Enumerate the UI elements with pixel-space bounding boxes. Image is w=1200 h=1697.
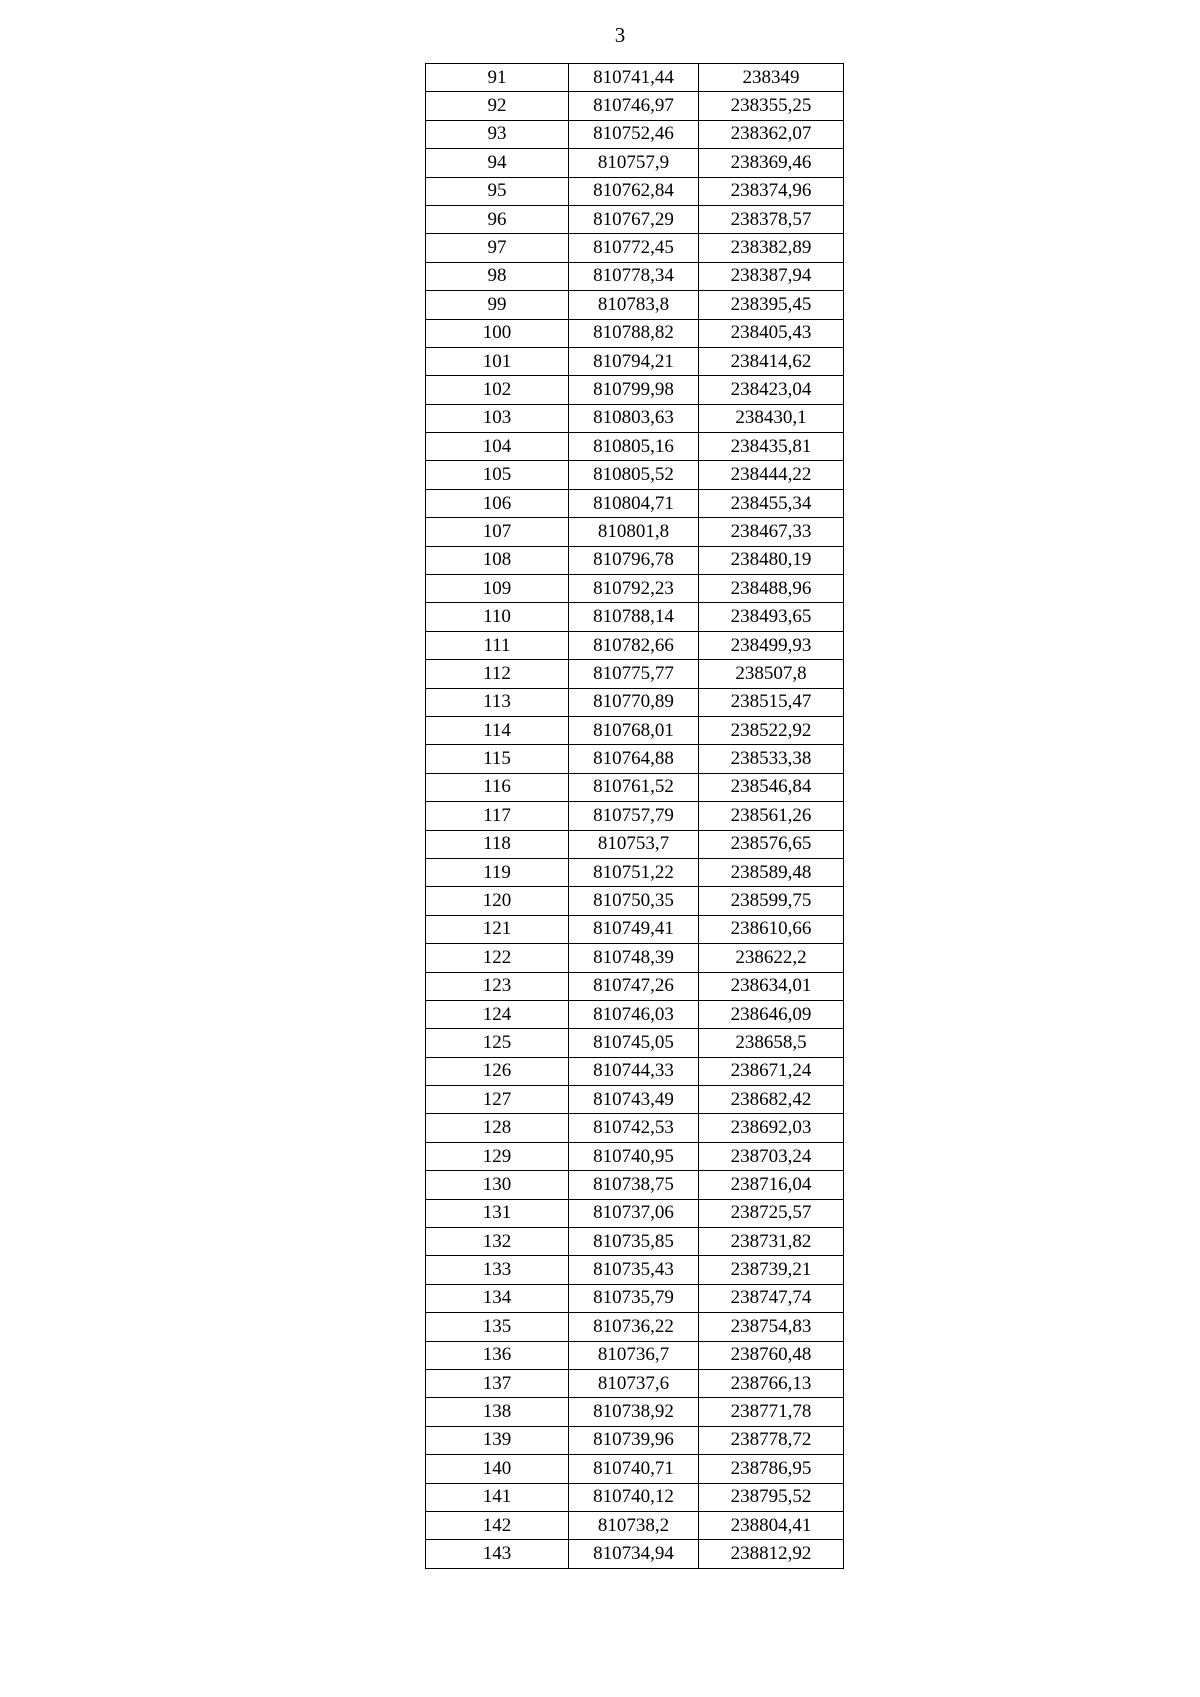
point-number-cell: 108 <box>426 546 569 574</box>
x-coordinate-cell: 810805,16 <box>569 433 699 461</box>
x-coordinate-cell: 810737,06 <box>569 1199 699 1227</box>
x-coordinate-cell: 810736,7 <box>569 1341 699 1369</box>
y-coordinate-cell: 238533,38 <box>699 745 844 773</box>
table-row <box>426 1142 844 1170</box>
point-number-cell: 114 <box>426 716 569 744</box>
y-coordinate-cell: 238622,2 <box>699 944 844 972</box>
x-coordinate-cell: 810746,97 <box>569 92 699 120</box>
table-row <box>426 688 844 716</box>
point-number-cell: 117 <box>426 802 569 830</box>
table-row <box>426 404 844 432</box>
y-coordinate-cell: 238646,09 <box>699 1000 844 1028</box>
x-coordinate-cell: 810772,45 <box>569 234 699 262</box>
x-coordinate-cell: 810757,9 <box>569 149 699 177</box>
y-coordinate-cell: 238405,43 <box>699 319 844 347</box>
table-row <box>426 1369 844 1397</box>
x-coordinate-cell: 810757,79 <box>569 802 699 830</box>
y-coordinate-cell: 238522,92 <box>699 716 844 744</box>
point-number-cell: 129 <box>426 1142 569 1170</box>
table-row <box>426 603 844 631</box>
table-row <box>426 830 844 858</box>
x-coordinate-cell: 810749,41 <box>569 915 699 943</box>
coordinates-table <box>425 63 844 1569</box>
y-coordinate-cell: 238414,62 <box>699 347 844 375</box>
table-row <box>426 461 844 489</box>
x-coordinate-cell: 810762,84 <box>569 177 699 205</box>
point-number-cell: 113 <box>426 688 569 716</box>
y-coordinate-cell: 238658,5 <box>699 1029 844 1057</box>
point-number-cell: 94 <box>426 149 569 177</box>
point-number-cell: 125 <box>426 1029 569 1057</box>
y-coordinate-cell: 238515,47 <box>699 688 844 716</box>
table-row <box>426 262 844 290</box>
y-coordinate-cell: 238754,83 <box>699 1313 844 1341</box>
y-coordinate-cell: 238355,25 <box>699 92 844 120</box>
point-number-cell: 135 <box>426 1313 569 1341</box>
y-coordinate-cell: 238546,84 <box>699 773 844 801</box>
x-coordinate-cell: 810775,77 <box>569 660 699 688</box>
point-number-cell: 100 <box>426 319 569 347</box>
table-row <box>426 631 844 659</box>
table-row <box>426 1057 844 1085</box>
point-number-cell: 112 <box>426 660 569 688</box>
x-coordinate-cell: 810801,8 <box>569 518 699 546</box>
y-coordinate-cell: 238682,42 <box>699 1086 844 1114</box>
point-number-cell: 130 <box>426 1171 569 1199</box>
table-row <box>426 1313 844 1341</box>
y-coordinate-cell: 238423,04 <box>699 376 844 404</box>
y-coordinate-cell: 238467,33 <box>699 518 844 546</box>
y-coordinate-cell: 238499,93 <box>699 631 844 659</box>
x-coordinate-cell: 810736,22 <box>569 1313 699 1341</box>
point-number-cell: 104 <box>426 433 569 461</box>
x-coordinate-cell: 810739,96 <box>569 1426 699 1454</box>
y-coordinate-cell: 238395,45 <box>699 291 844 319</box>
point-number-cell: 124 <box>426 1000 569 1028</box>
point-number-cell: 91 <box>426 64 569 92</box>
x-coordinate-cell: 810735,43 <box>569 1256 699 1284</box>
point-number-cell: 128 <box>426 1114 569 1142</box>
point-number-cell: 141 <box>426 1483 569 1511</box>
table-row <box>426 887 844 915</box>
x-coordinate-cell: 810747,26 <box>569 972 699 1000</box>
point-number-cell: 107 <box>426 518 569 546</box>
point-number-cell: 126 <box>426 1057 569 1085</box>
point-number-cell: 99 <box>426 291 569 319</box>
x-coordinate-cell: 810788,14 <box>569 603 699 631</box>
table-row <box>426 1114 844 1142</box>
table-row <box>426 92 844 120</box>
x-coordinate-cell: 810767,29 <box>569 205 699 233</box>
x-coordinate-cell: 810768,01 <box>569 716 699 744</box>
y-coordinate-cell: 238760,48 <box>699 1341 844 1369</box>
x-coordinate-cell: 810743,49 <box>569 1086 699 1114</box>
point-number-cell: 142 <box>426 1511 569 1539</box>
point-number-cell: 143 <box>426 1540 569 1568</box>
point-number-cell: 132 <box>426 1228 569 1256</box>
x-coordinate-cell: 810805,52 <box>569 461 699 489</box>
y-coordinate-cell: 238804,41 <box>699 1511 844 1539</box>
page-number: 3 <box>614 23 626 47</box>
y-coordinate-cell: 238488,96 <box>699 575 844 603</box>
table-row <box>426 1199 844 1227</box>
table-row <box>426 347 844 375</box>
y-coordinate-cell: 238378,57 <box>699 205 844 233</box>
table-row <box>426 716 844 744</box>
x-coordinate-cell: 810735,85 <box>569 1228 699 1256</box>
point-number-cell: 103 <box>426 404 569 432</box>
point-number-cell: 127 <box>426 1086 569 1114</box>
y-coordinate-cell: 238382,89 <box>699 234 844 262</box>
point-number-cell: 138 <box>426 1398 569 1426</box>
point-number-cell: 93 <box>426 120 569 148</box>
point-number-cell: 101 <box>426 347 569 375</box>
x-coordinate-cell: 810750,35 <box>569 887 699 915</box>
point-number-cell: 95 <box>426 177 569 205</box>
table-row <box>426 149 844 177</box>
y-coordinate-cell: 238795,52 <box>699 1483 844 1511</box>
y-coordinate-cell: 238493,65 <box>699 603 844 631</box>
y-coordinate-cell: 238716,04 <box>699 1171 844 1199</box>
table-row <box>426 518 844 546</box>
table-row <box>426 915 844 943</box>
x-coordinate-cell: 810740,71 <box>569 1455 699 1483</box>
table-row <box>426 1029 844 1057</box>
point-number-cell: 133 <box>426 1256 569 1284</box>
point-number-cell: 96 <box>426 205 569 233</box>
point-number-cell: 105 <box>426 461 569 489</box>
y-coordinate-cell: 238561,26 <box>699 802 844 830</box>
table-row <box>426 972 844 1000</box>
table-row <box>426 177 844 205</box>
y-coordinate-cell: 238703,24 <box>699 1142 844 1170</box>
point-number-cell: 106 <box>426 489 569 517</box>
x-coordinate-cell: 810744,33 <box>569 1057 699 1085</box>
point-number-cell: 110 <box>426 603 569 631</box>
point-number-cell: 122 <box>426 944 569 972</box>
point-number-cell: 116 <box>426 773 569 801</box>
table-row <box>426 745 844 773</box>
x-coordinate-cell: 810740,95 <box>569 1142 699 1170</box>
table-row <box>426 1000 844 1028</box>
table-row <box>426 120 844 148</box>
table-row <box>426 773 844 801</box>
x-coordinate-cell: 810803,63 <box>569 404 699 432</box>
table-row <box>426 1511 844 1539</box>
y-coordinate-cell: 238766,13 <box>699 1369 844 1397</box>
point-number-cell: 139 <box>426 1426 569 1454</box>
table-row <box>426 489 844 517</box>
y-coordinate-cell: 238771,78 <box>699 1398 844 1426</box>
x-coordinate-cell: 810799,98 <box>569 376 699 404</box>
x-coordinate-cell: 810751,22 <box>569 858 699 886</box>
point-number-cell: 102 <box>426 376 569 404</box>
point-number-cell: 121 <box>426 915 569 943</box>
table-row <box>426 376 844 404</box>
y-coordinate-cell: 238725,57 <box>699 1199 844 1227</box>
table-row <box>426 660 844 688</box>
x-coordinate-cell: 810770,89 <box>569 688 699 716</box>
y-coordinate-cell: 238507,8 <box>699 660 844 688</box>
x-coordinate-cell: 810796,78 <box>569 546 699 574</box>
x-coordinate-cell: 810788,82 <box>569 319 699 347</box>
point-number-cell: 111 <box>426 631 569 659</box>
x-coordinate-cell: 810792,23 <box>569 575 699 603</box>
x-coordinate-cell: 810738,75 <box>569 1171 699 1199</box>
point-number-cell: 98 <box>426 262 569 290</box>
point-number-cell: 120 <box>426 887 569 915</box>
table-row <box>426 575 844 603</box>
table-row <box>426 1086 844 1114</box>
y-coordinate-cell: 238455,34 <box>699 489 844 517</box>
y-coordinate-cell: 238374,96 <box>699 177 844 205</box>
y-coordinate-cell: 238480,19 <box>699 546 844 574</box>
table-row <box>426 858 844 886</box>
x-coordinate-cell: 810745,05 <box>569 1029 699 1057</box>
point-number-cell: 109 <box>426 575 569 603</box>
x-coordinate-cell: 810737,6 <box>569 1369 699 1397</box>
y-coordinate-cell: 238369,46 <box>699 149 844 177</box>
x-coordinate-cell: 810764,88 <box>569 745 699 773</box>
point-number-cell: 137 <box>426 1369 569 1397</box>
y-coordinate-cell: 238430,1 <box>699 404 844 432</box>
y-coordinate-cell: 238747,74 <box>699 1284 844 1312</box>
x-coordinate-cell: 810783,8 <box>569 291 699 319</box>
table-row <box>426 205 844 233</box>
table-row <box>426 1341 844 1369</box>
point-number-cell: 131 <box>426 1199 569 1227</box>
y-coordinate-cell: 238812,92 <box>699 1540 844 1568</box>
x-coordinate-cell: 810740,12 <box>569 1483 699 1511</box>
y-coordinate-cell: 238576,65 <box>699 830 844 858</box>
x-coordinate-cell: 810735,79 <box>569 1284 699 1312</box>
y-coordinate-cell: 238671,24 <box>699 1057 844 1085</box>
table-row <box>426 1483 844 1511</box>
point-number-cell: 134 <box>426 1284 569 1312</box>
table-row <box>426 1284 844 1312</box>
x-coordinate-cell: 810761,52 <box>569 773 699 801</box>
table-row <box>426 1426 844 1454</box>
x-coordinate-cell: 810753,7 <box>569 830 699 858</box>
point-number-cell: 97 <box>426 234 569 262</box>
y-coordinate-cell: 238739,21 <box>699 1256 844 1284</box>
point-number-cell: 119 <box>426 858 569 886</box>
table-row <box>426 1540 844 1568</box>
table-row <box>426 1256 844 1284</box>
point-number-cell: 92 <box>426 92 569 120</box>
x-coordinate-cell: 810782,66 <box>569 631 699 659</box>
x-coordinate-cell: 810752,46 <box>569 120 699 148</box>
y-coordinate-cell: 238692,03 <box>699 1114 844 1142</box>
y-coordinate-cell: 238387,94 <box>699 262 844 290</box>
x-coordinate-cell: 810741,44 <box>569 64 699 92</box>
y-coordinate-cell: 238731,82 <box>699 1228 844 1256</box>
x-coordinate-cell: 810738,2 <box>569 1511 699 1539</box>
table-row <box>426 1171 844 1199</box>
table-row <box>426 1398 844 1426</box>
table-row <box>426 1228 844 1256</box>
table-row <box>426 1455 844 1483</box>
x-coordinate-cell: 810748,39 <box>569 944 699 972</box>
x-coordinate-cell: 810794,21 <box>569 347 699 375</box>
y-coordinate-cell: 238786,95 <box>699 1455 844 1483</box>
table-row <box>426 433 844 461</box>
table-row <box>426 944 844 972</box>
y-coordinate-cell: 238435,81 <box>699 433 844 461</box>
point-number-cell: 140 <box>426 1455 569 1483</box>
point-number-cell: 118 <box>426 830 569 858</box>
table-row <box>426 319 844 347</box>
coordinates-table-body <box>426 64 844 1569</box>
x-coordinate-cell: 810778,34 <box>569 262 699 290</box>
x-coordinate-cell: 810738,92 <box>569 1398 699 1426</box>
table-row <box>426 64 844 92</box>
table-row <box>426 546 844 574</box>
table-row <box>426 802 844 830</box>
x-coordinate-cell: 810746,03 <box>569 1000 699 1028</box>
x-coordinate-cell: 810742,53 <box>569 1114 699 1142</box>
point-number-cell: 123 <box>426 972 569 1000</box>
y-coordinate-cell: 238634,01 <box>699 972 844 1000</box>
y-coordinate-cell: 238778,72 <box>699 1426 844 1454</box>
table-row <box>426 291 844 319</box>
y-coordinate-cell: 238610,66 <box>699 915 844 943</box>
x-coordinate-cell: 810804,71 <box>569 489 699 517</box>
y-coordinate-cell: 238444,22 <box>699 461 844 489</box>
x-coordinate-cell: 810734,94 <box>569 1540 699 1568</box>
y-coordinate-cell: 238362,07 <box>699 120 844 148</box>
y-coordinate-cell: 238589,48 <box>699 858 844 886</box>
y-coordinate-cell: 238349 <box>699 64 844 92</box>
point-number-cell: 115 <box>426 745 569 773</box>
y-coordinate-cell: 238599,75 <box>699 887 844 915</box>
table-row <box>426 234 844 262</box>
point-number-cell: 136 <box>426 1341 569 1369</box>
